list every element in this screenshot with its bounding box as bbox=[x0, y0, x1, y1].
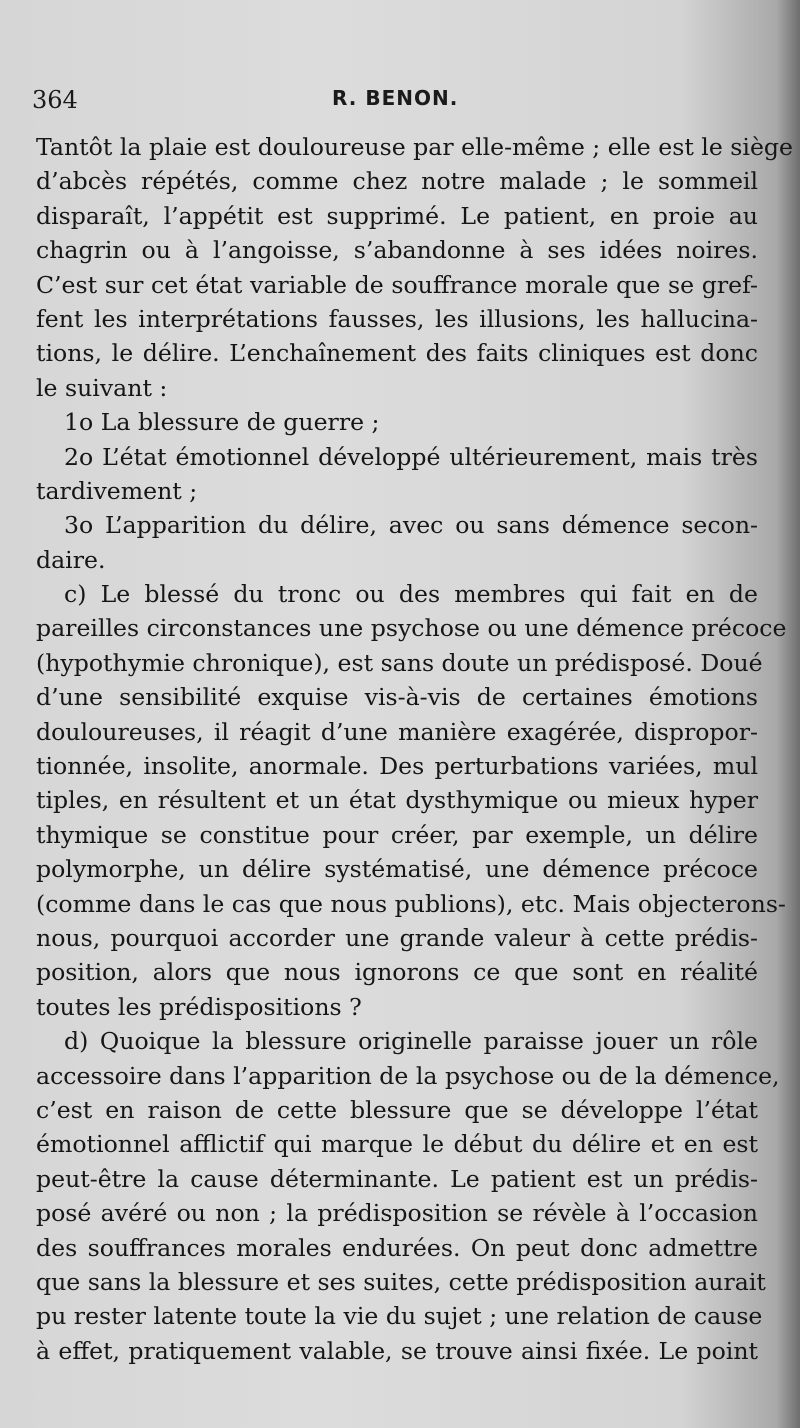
text-line: polymorphe, un délire systématisé, une démence précoce bbox=[36, 855, 758, 884]
text-line: 2o L’état émotionnel développé ultérieurement, mais très bbox=[64, 442, 758, 471]
text-line: peut-être la cause déterminante. Le patient est un prédis- bbox=[36, 1164, 758, 1193]
text-line: fent les interprétations fausses, les illusions, les hallucina- bbox=[36, 304, 758, 333]
text-line: toutes les prédispositions ? bbox=[36, 992, 362, 1021]
text-line: des souffrances morales endurées. On peut donc admettre bbox=[36, 1233, 758, 1262]
text-line: que sans la blessure et ses suites, cette prédisposition aurait bbox=[36, 1267, 766, 1296]
text-line: position, alors que nous ignorons ce que sont en réalité bbox=[36, 958, 758, 987]
text-line: C’est sur cet état variable de souffrance morale que se gref- bbox=[36, 270, 758, 299]
text-line: le suivant : bbox=[36, 373, 168, 402]
text-line: d) Quoique la blessure originelle paraisse jouer un rôle bbox=[64, 1027, 758, 1056]
body-text bbox=[36, 130, 793, 1368]
running-head: R. BENON. bbox=[332, 86, 459, 110]
text-line: Tantôt la plaie est douloureuse par elle-même ; elle est le siège bbox=[36, 133, 793, 161]
text-line: accessoire dans l’apparition de la psychose ou de la démence, bbox=[36, 1061, 780, 1090]
text-line: c) Le blessé du tronc ou des membres qui fait en de bbox=[64, 580, 758, 609]
text-line: 3o L’apparition du délire, avec ou sans démence secon- bbox=[64, 511, 758, 540]
text-line: daire. bbox=[36, 545, 106, 574]
text-line: tiples, en résultent et un état dysthymique ou mieux hyper bbox=[36, 786, 758, 815]
text-line: émotionnel afflictif qui marque le début du délire et en est bbox=[36, 1130, 758, 1159]
page-header bbox=[32, 86, 762, 116]
text-line: posé avéré ou non ; la prédisposition se révèle à l’occasion bbox=[36, 1199, 758, 1228]
text-line: (hypothymie chronique), est sans doute un prédisposé. Doué bbox=[36, 648, 763, 677]
text-line: disparaît, l’appétit est supprimé. Le patient, en proie au bbox=[36, 201, 758, 230]
text-line: douloureuses, il réagit d’une manière exagérée, dispropor- bbox=[36, 717, 758, 746]
text-line: d’abcès répétés, comme chez notre malade ; le sommeil bbox=[36, 167, 758, 196]
text-line: pareilles circonstances une psychose ou une démence précoce bbox=[36, 614, 787, 643]
page-number: 364 bbox=[32, 86, 78, 114]
text-line: tardivement ; bbox=[36, 476, 198, 505]
text-line: nous, pourquoi accorder une grande valeur à cette prédis- bbox=[36, 923, 758, 952]
text-line: pu rester latente toute la vie du sujet ; une relation de cause bbox=[36, 1302, 763, 1331]
text-line: chagrin ou à l’angoisse, s’abandonne à ses idées noires. bbox=[36, 236, 758, 265]
text-line: tionnée, insolite, anormale. Des perturbations variées, mul bbox=[36, 752, 758, 781]
text-line: tions, le délire. L’enchaînement des faits cliniques est donc bbox=[36, 339, 758, 368]
text-line: à effet, pratiquement valable, se trouve ainsi fixée. Le point bbox=[36, 1336, 758, 1365]
text-line: 1o La blessure de guerre ; bbox=[64, 408, 380, 437]
text-line: c’est en raison de cette blessure que se développe l’état bbox=[36, 1095, 758, 1124]
text-line: thymique se constitue pour créer, par exemple, un délire bbox=[36, 820, 758, 849]
text-line: d’une sensibilité exquise vis-à-vis de certaines émotions bbox=[36, 683, 758, 712]
text-line: (comme dans le cas que nous publions), etc. Mais objecterons- bbox=[36, 889, 786, 918]
